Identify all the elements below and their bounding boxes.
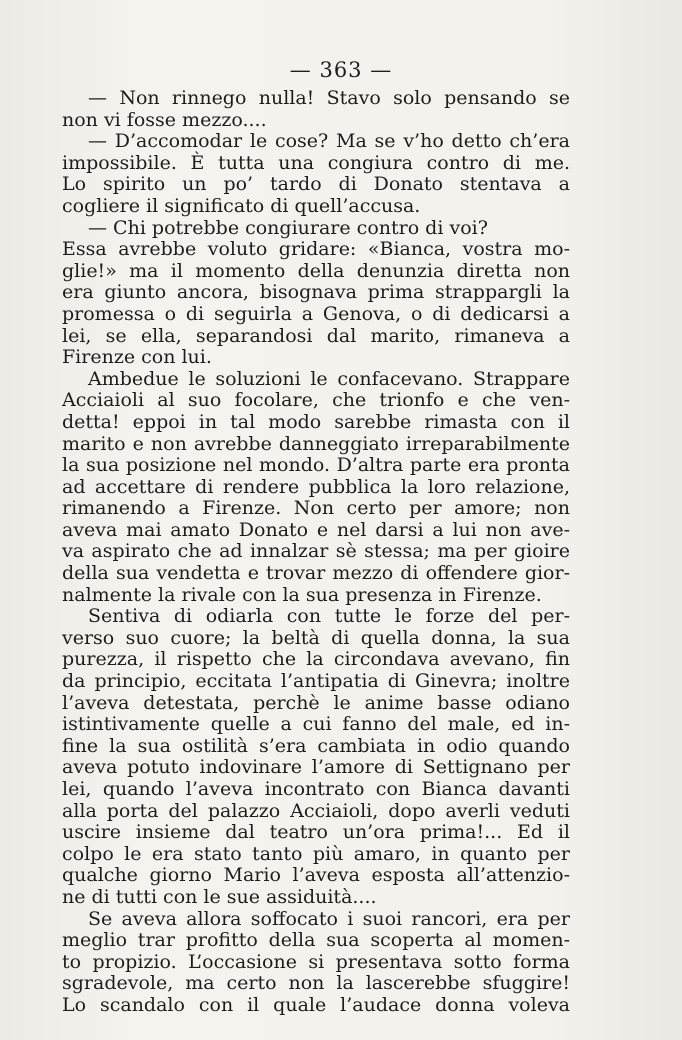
text-line: meglio trar profitto della sua scoperta al momen- bbox=[62, 929, 570, 952]
text-line: sgradevole, ma certo non la lascerebbe sfuggire! bbox=[62, 972, 570, 995]
text-line: marito e non avrebbe danneggiato irreparabilmente bbox=[62, 432, 570, 455]
text-line: purezza, il rispetto che la circondava avevano, fin bbox=[62, 648, 570, 671]
text-line: della sua vendetta e trovar mezzo di offendere gior- bbox=[62, 562, 570, 585]
text-line: Acciaioli al suo focolare, che trionfo e che ven- bbox=[62, 389, 570, 412]
text-line: era giunto ancora, bisognava prima strappargli la bbox=[62, 281, 570, 304]
text-line: istintivamente quelle a cui fanno del male, ed in- bbox=[62, 713, 570, 736]
text-line: detta! eppoi in tal modo sarebbe rimasta con il bbox=[62, 410, 570, 433]
text-line: lei, se ella, separandosi dal marito, rimaneva a bbox=[62, 324, 570, 347]
text-line: aveva potuto indovinare l’amore di Settignano per bbox=[62, 756, 570, 779]
text-line: la sua posizione nel mondo. D’altra parte era pronta bbox=[62, 454, 570, 477]
text-line: verso suo cuore; la beltà di quella donna, la sua bbox=[62, 626, 570, 649]
text-line: non vi fosse mezzo.... bbox=[62, 108, 267, 131]
body-text bbox=[62, 88, 570, 1017]
text-line: Firenze con lui. bbox=[62, 346, 212, 369]
text-line: qualche giorno Mario l’aveva esposta all’attenzio- bbox=[62, 864, 570, 887]
text-line: alla porta del palazzo Acciaioli, dopo averli veduti bbox=[62, 799, 570, 822]
text-line: colpo le era stato tanto più amaro, in quanto per bbox=[62, 842, 570, 865]
text-line: Lo spirito un po’ tardo di Donato stentava a bbox=[62, 173, 570, 196]
page-number: — 363 — bbox=[289, 58, 393, 82]
text-line: fine la sua ostilità s’era cambiata in odio quando bbox=[62, 734, 570, 757]
text-line: va aspirato che ad innalzar sè stessa; ma per gioire bbox=[62, 540, 570, 563]
text-line: — Non rinnego nulla! Stavo solo pensando se bbox=[88, 87, 570, 109]
text-line: rimanendo a Firenze. Non certo per amore; non bbox=[62, 497, 570, 520]
text-line: da principio, eccitata l’antipatia di Ginevra; inoltre bbox=[62, 670, 570, 693]
text-line: nalmente la rivale con la sua presenza in Firenze. bbox=[62, 583, 542, 606]
text-line: — Chi potrebbe congiurare contro di voi? bbox=[88, 216, 488, 239]
text-line: Sentiva di odiarla con tutte le forze del per- bbox=[88, 605, 570, 628]
text-line: impossibile. È tutta una congiura contro di me. bbox=[62, 151, 570, 174]
text-line: uscire insieme dal teatro un’ora prima!... Ed il bbox=[62, 821, 570, 844]
text-line: lei, quando l’aveva incontrato con Bianca davanti bbox=[62, 778, 570, 800]
text-line: ne di tutti con le sue assiduità.... bbox=[62, 885, 377, 908]
text-line: cogliere il significato di quell’accusa. bbox=[62, 194, 421, 217]
text-line: l’aveva detestata, perchè le anime basse odiano bbox=[62, 691, 570, 714]
text-line: to propizio. L’occasione si presentava sotto forma bbox=[62, 950, 570, 973]
text-line: Lo scandalo con il quale l’audace donna voleva bbox=[62, 993, 570, 1016]
text-line: Se aveva allora soffocato i suoi rancori, era per bbox=[88, 907, 570, 930]
text-line: promessa o di seguirla a Genova, o di dedicarsi a bbox=[62, 302, 570, 325]
text-line: glie!» ma il momento della denunzia diretta non bbox=[62, 259, 570, 282]
text-line: — D’accomodar le cose? Ma se v’ho detto ch’era bbox=[88, 130, 570, 153]
text-line: Ambedue le soluzioni le confacevano. Strappare bbox=[88, 367, 570, 390]
text-line: ad accettare di rendere pubblica la loro relazione, bbox=[62, 475, 570, 498]
text-line: aveva mai amato Donato e nel darsi a lui non ave- bbox=[62, 518, 570, 541]
text-line: Essa avrebbe voluto gridare: «Bianca, vostra mo- bbox=[62, 238, 570, 261]
